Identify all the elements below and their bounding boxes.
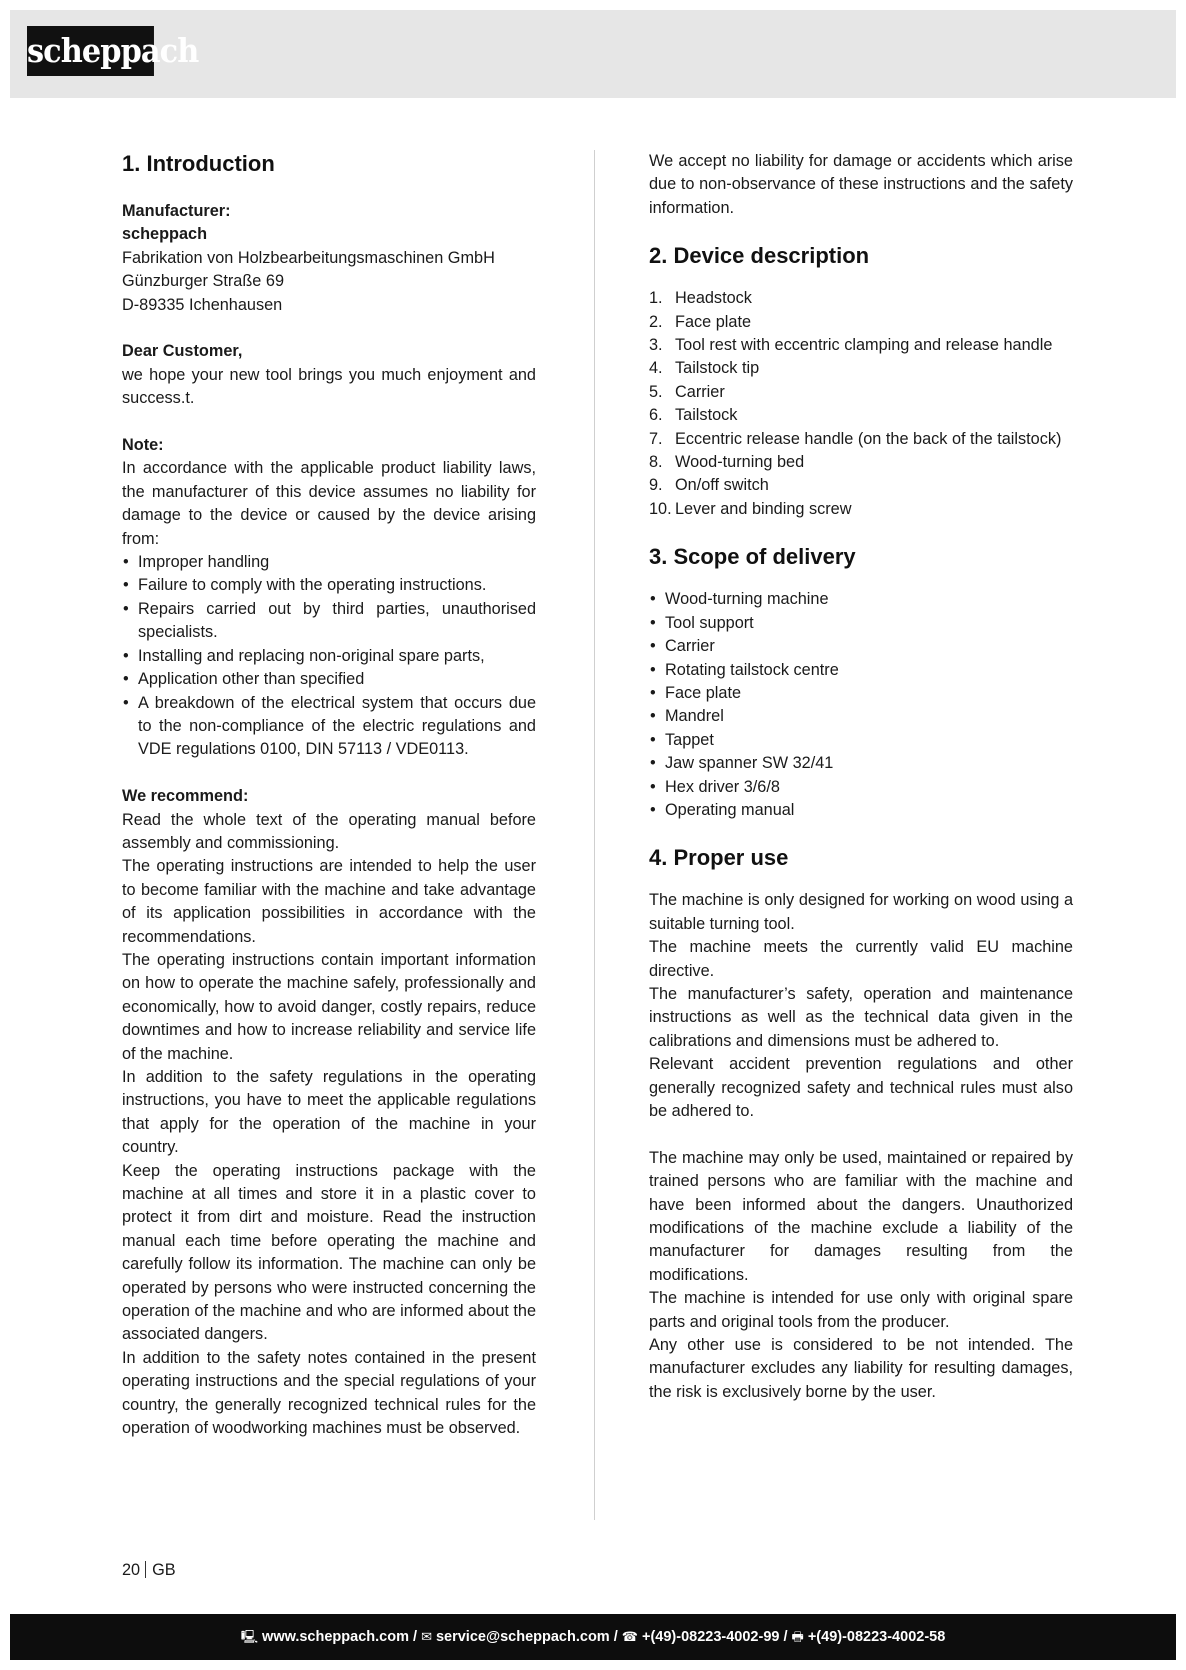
computer-icon: 🖳 [240,1629,259,1644]
list-item: • A breakdown of the electrical system that occurs due to the non-compliance of the electric regulations and VDE regulations 0100, DIN 57113 / VDE0113. [122,692,536,762]
list-item: 6. Tailstock [649,406,738,425]
phone-icon: ☎ [621,1629,638,1644]
address-line: Günzburger Straße 69 [122,272,284,291]
device-description-heading: 2. Device description [649,243,870,269]
note-label: Note: [122,436,164,455]
list-item: 9. On/off switch [649,476,769,495]
list-item: 2. Face plate [649,312,752,331]
list-item: • Hex driver 3/6/8 [649,776,1073,799]
scope-of-delivery-heading: 3. Scope of delivery [649,544,856,570]
list-item: • Application other than specified [122,668,536,691]
list-item: • Tappet [649,729,1073,752]
proper-use-paragraph: Any other use is considered to be not intended. The manufacturer excludes any liability for resulting damages, the risk is exclusively borne by the user. [649,1336,1073,1401]
manufacturer-label: Manufacturer: [122,202,231,220]
dear-customer-label: Dear Customer, [122,342,243,361]
right-column [649,150,1073,1404]
website-link[interactable]: www.scheppach.com [262,1629,409,1645]
contact-footer: 🖳 www.scheppach.com / ✉ service@scheppach.com / ☎ +(49)-08223-4002-99 / 🖶 +(49)-08223-4002-58 [10,1614,1176,1660]
list-item: • Jaw spanner SW 32/41 [649,752,1073,775]
dear-customer-text: we hope your new tool brings you much enjoyment and success.t. [122,365,536,408]
phone-number: +(49)-08223-4002-99 [642,1629,780,1645]
email-link[interactable]: service@scheppach.com [435,1629,610,1645]
list-item: 3. Tool rest with eccentric clamping and release handle [649,336,1053,355]
list-item: 7. Eccentric release handle (on the back of the tailstock) [649,429,1062,448]
introduction-heading: 1. Introduction [122,151,275,176]
list-item: • Carrier [649,635,1073,658]
proper-use-paragraph: The machine may only be used, maintained or repaired by trained persons who are familiar with the machine and have been informed about the dangers. Unauthorized modifications of the machine exclude a liability of the manufacturer for damages resulting from the modifications. [649,1148,1073,1284]
list-item: • Face plate [649,682,1073,705]
address-line: Fabrikation von Holzbearbeitungsmaschinen GmbH [122,248,495,267]
list-item: • Operating manual [649,799,1073,822]
list-item: • Wood-turning machine [649,588,1073,611]
recommend-paragraph: Keep the operating instructions package with the machine at all times and store it in a plastic cover to protect it from dirt and moisture. Read the instruction manual each time before operating the machine and carefully follow its information. The machine can only be operated by persons who were instructed concerning the operation of the machine and who are informed about the associated dangers. [122,1161,536,1344]
list-item: 10. Lever and binding screw [649,499,852,518]
proper-use-paragraph: Relevant accident prevention regulations and other generally recognized safety and technical rules must also be adhered to. [649,1055,1073,1120]
list-item: 1. Headstock [649,289,752,308]
list-item: • Improper handling [122,551,536,574]
page-header [10,10,1176,98]
scope-of-delivery-list [649,588,1073,822]
address-line: D-89335 Ichenhausen [122,295,283,314]
fax-icon: 🖶 [791,1629,804,1644]
liability-exclusion-list [122,551,536,762]
recommend-label: We recommend: [122,787,249,806]
list-item: 4. Tailstock tip [649,359,760,378]
recommend-paragraph: In addition to the safety notes contained in the present operating instructions and the special regulations of your country, the generally recognized technical rules for the operation of woodworking machines must be observed. [122,1348,536,1438]
mail-icon: ✉ [421,1629,432,1644]
recommend-paragraph: Read the whole text of the operating manual before assembly and commissioning. [122,810,536,852]
left-column [122,150,536,1440]
fax-number: +(49)-08223-4002-58 [807,1629,946,1645]
list-item: 8. Wood-turning bed [649,453,805,472]
page-number [122,1561,176,1580]
note-text: In accordance with the applicable product liability laws, the manufacturer of this device assumes no liability for damage to the device or caused by the device arising from: [122,459,536,548]
proper-use-paragraph: The machine is intended for use only with original spare parts and original tools from the producer. [649,1289,1073,1331]
list-item: • Repairs carried out by third parties, unauthorised specialists. [122,598,536,645]
proper-use-paragraph: The manufacturer’s safety, operation and maintenance instructions as well as the technical data given in the calibrations and dimensions must be adhered to. [649,984,1073,1050]
liability-text: We accept no liability for damage or accidents which arise due to non-observance of these instructions and the safety information. [649,152,1073,217]
proper-use-paragraph: The machine is only designed for working on wood using a suitable turning tool. [649,891,1073,933]
device-description-list [649,287,1073,521]
list-item: 5. Carrier [649,382,725,401]
manufacturer-name: scheppach [122,225,208,244]
list-item: • Rotating tailstock centre [649,659,1073,682]
language-code: GB [152,1561,176,1579]
page-number-value: 20 [122,1561,141,1579]
list-item: • Failure to comply with the operating instructions. [122,574,536,597]
recommend-paragraph: The operating instructions are intended to help the user to become familiar with the machine and take advantage of its application possibilities in accordance with the recommendations. [122,857,536,946]
recommend-paragraph: The operating instructions contain important information on how to operate the machine safely, professionally and economically, how to avoid danger, costly repairs, reduce downtimes and how to increase reliability and service life of the machine. [122,950,536,1063]
proper-use-paragraph: The machine meets the currently valid EU machine directive. [649,938,1073,980]
proper-use-heading: 4. Proper use [649,845,789,871]
recommend-paragraph: In addition to the safety regulations in the operating instructions, you have to meet the applicable regulations that apply for the operation of the machine in your country. [122,1067,536,1157]
column-divider [594,150,595,1520]
list-item: • Mandrel [649,705,1073,728]
scheppach-logo: scheppach [27,26,154,76]
list-item: • Tool support [649,612,1073,635]
list-item: • Installing and replacing non-original spare parts, [122,645,536,668]
